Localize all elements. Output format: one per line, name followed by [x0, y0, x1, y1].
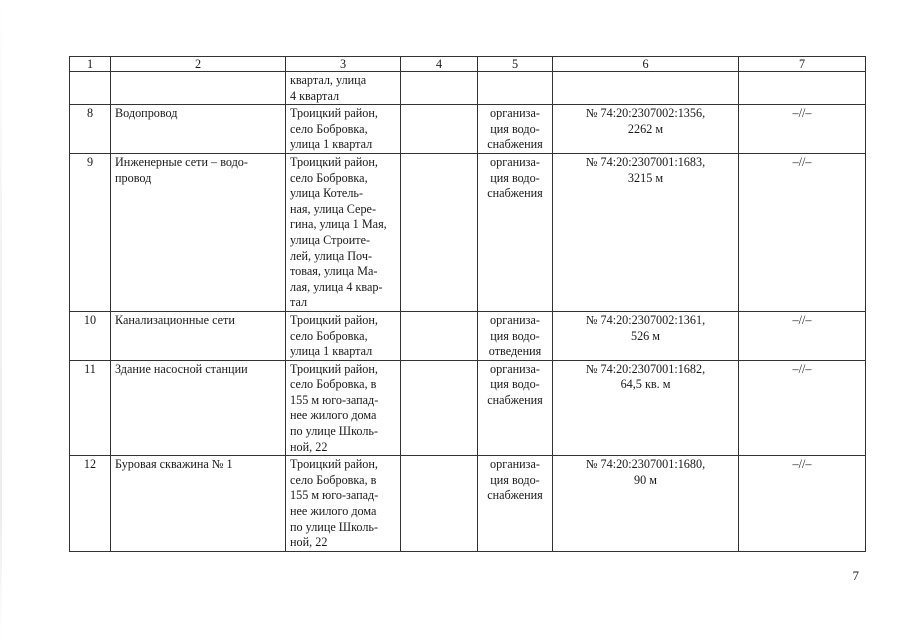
holder-cell	[478, 311, 553, 360]
cell-line: 4 квартал	[290, 88, 340, 103]
cell-line: № 74:20:2307001:1683,	[585, 154, 706, 169]
column-header: 5	[478, 57, 553, 72]
row-number-cell: 10	[70, 311, 111, 360]
cell-line: № 74:20:2307002:1356,	[585, 106, 706, 121]
empty-cell	[401, 153, 478, 311]
cell-line: Буровая скважина № 1	[115, 457, 233, 472]
table-body	[70, 72, 866, 552]
row-number-cell: 9	[70, 153, 111, 311]
note-cell: –//–	[739, 311, 866, 360]
cell-line: Водопровод	[115, 106, 178, 121]
object-name-cell	[111, 456, 286, 552]
cell-line: № 74:20:2307002:1361,	[585, 312, 706, 327]
cell-line: по улице Школь-	[290, 424, 379, 439]
cell-line: Троицкий район,	[290, 312, 378, 327]
cell-line: провод	[115, 170, 152, 185]
empty-cell	[401, 72, 478, 105]
cell-line: село Бобровка, в	[290, 377, 377, 392]
holder-cell	[478, 72, 553, 105]
column-header: 3	[286, 57, 401, 72]
empty-cell	[401, 311, 478, 360]
cadastre-cell	[553, 72, 739, 105]
holder-cell	[478, 456, 553, 552]
cell-line: снабжения	[487, 186, 543, 201]
object-name-cell	[111, 153, 286, 311]
cell-line: ция водо-	[490, 170, 540, 185]
object-name-cell	[111, 72, 286, 105]
table-row	[70, 360, 866, 456]
cell-line: организа-	[490, 106, 540, 121]
cell-line: нее жилого дома	[290, 408, 377, 423]
cell-line: ной, 22	[290, 535, 328, 550]
column-header: 6	[553, 57, 739, 72]
cell-line: 155 м юго-запад-	[290, 488, 379, 503]
cell-line: 64,5 кв. м	[620, 377, 671, 392]
cell-line: гина, улица 1 Мая,	[290, 217, 387, 232]
column-header: 1	[70, 57, 111, 72]
cell-line: лей, улица Поч-	[290, 248, 373, 263]
cell-line: ция водо-	[490, 472, 540, 487]
cell-line: Троицкий район,	[290, 106, 378, 121]
cell-line: Троицкий район,	[290, 457, 378, 472]
cell-line: 90 м	[634, 472, 657, 487]
table-row	[70, 456, 866, 552]
cell-line: ция водо-	[490, 377, 540, 392]
cadastre-cell	[553, 105, 739, 154]
row-number-cell: 8	[70, 105, 111, 154]
cell-line: Инженерные сети – водо-	[115, 154, 248, 169]
cell-line: снабжения	[487, 137, 543, 152]
cell-line: ция водо-	[490, 328, 540, 343]
cell-line: село Бобровка, в	[290, 472, 377, 487]
table-row	[70, 72, 866, 105]
cell-line: 3215 м	[627, 170, 664, 185]
cell-line: товая, улица Ма-	[290, 264, 378, 279]
object-name-cell	[111, 105, 286, 154]
cell-line: 155 м юго-запад-	[290, 392, 379, 407]
cell-line: улица Котель-	[290, 186, 364, 201]
page-number: 7	[852, 568, 859, 583]
address-cell	[286, 456, 401, 552]
row-number-cell: 12	[70, 456, 111, 552]
note-cell	[739, 72, 866, 105]
address-cell	[286, 153, 401, 311]
cell-line: № 74:20:2307001:1680,	[585, 457, 706, 472]
cell-line: Здание насосной станции	[115, 361, 248, 376]
cell-line: тал	[290, 295, 308, 310]
column-header: 2	[111, 57, 286, 72]
cell-line: снабжения	[487, 392, 543, 407]
holder-cell	[478, 153, 553, 311]
cadastre-cell	[553, 153, 739, 311]
cell-line: по улице Школь-	[290, 519, 379, 534]
property-registry-table	[69, 56, 866, 552]
column-header: 4	[401, 57, 478, 72]
cell-line: квартал, улица	[290, 73, 367, 87]
address-cell	[286, 105, 401, 154]
cadastre-cell	[553, 456, 739, 552]
empty-cell	[401, 456, 478, 552]
cell-line: отведения	[488, 344, 542, 359]
cadastre-cell	[553, 311, 739, 360]
note-cell: –//–	[739, 456, 866, 552]
cell-line: улица Строите-	[290, 232, 371, 247]
cell-line: Троицкий район,	[290, 154, 378, 169]
holder-cell	[478, 360, 553, 456]
cell-line: ная, улица Сере-	[290, 201, 377, 216]
cell-line: Троицкий район,	[290, 361, 378, 376]
cell-line: улица 1 квартал	[290, 137, 373, 152]
cell-line: организа-	[490, 361, 540, 376]
cell-line: лая, улица 4 квар-	[290, 279, 383, 294]
cadastre-cell	[553, 360, 739, 456]
scan-edge	[0, 0, 2, 640]
empty-cell	[401, 105, 478, 154]
cell-line: организа-	[490, 154, 540, 169]
empty-cell	[401, 360, 478, 456]
cell-line: 2262 м	[627, 121, 664, 136]
cell-line: улица 1 квартал	[290, 344, 373, 359]
cell-line: ной, 22	[290, 439, 328, 454]
table-row	[70, 105, 866, 154]
cell-line: село Бобровка,	[290, 328, 368, 343]
cell-line: 526 м	[630, 328, 661, 343]
table-header-row	[70, 57, 866, 72]
address-cell	[286, 360, 401, 456]
cell-line: снабжения	[487, 488, 543, 503]
object-name-cell	[111, 311, 286, 360]
cell-line: ция водо-	[490, 121, 540, 136]
cell-line: село Бобровка,	[290, 121, 368, 136]
address-cell	[286, 311, 401, 360]
row-number-cell: 11	[70, 360, 111, 456]
holder-cell	[478, 105, 553, 154]
column-header: 7	[739, 57, 866, 72]
cell-line: Канализационные сети	[115, 312, 235, 327]
note-cell: –//–	[739, 105, 866, 154]
cell-line: организа-	[490, 457, 540, 472]
cell-line: организа-	[490, 312, 540, 327]
note-cell: –//–	[739, 153, 866, 311]
row-number-cell	[70, 72, 111, 105]
cell-line: нее жилого дома	[290, 504, 377, 519]
table-row	[70, 153, 866, 311]
table-row	[70, 311, 866, 360]
cell-line: село Бобровка,	[290, 170, 368, 185]
cell-line: № 74:20:2307001:1682,	[585, 361, 706, 376]
note-cell: –//–	[739, 360, 866, 456]
object-name-cell	[111, 360, 286, 456]
address-cell	[286, 72, 401, 105]
